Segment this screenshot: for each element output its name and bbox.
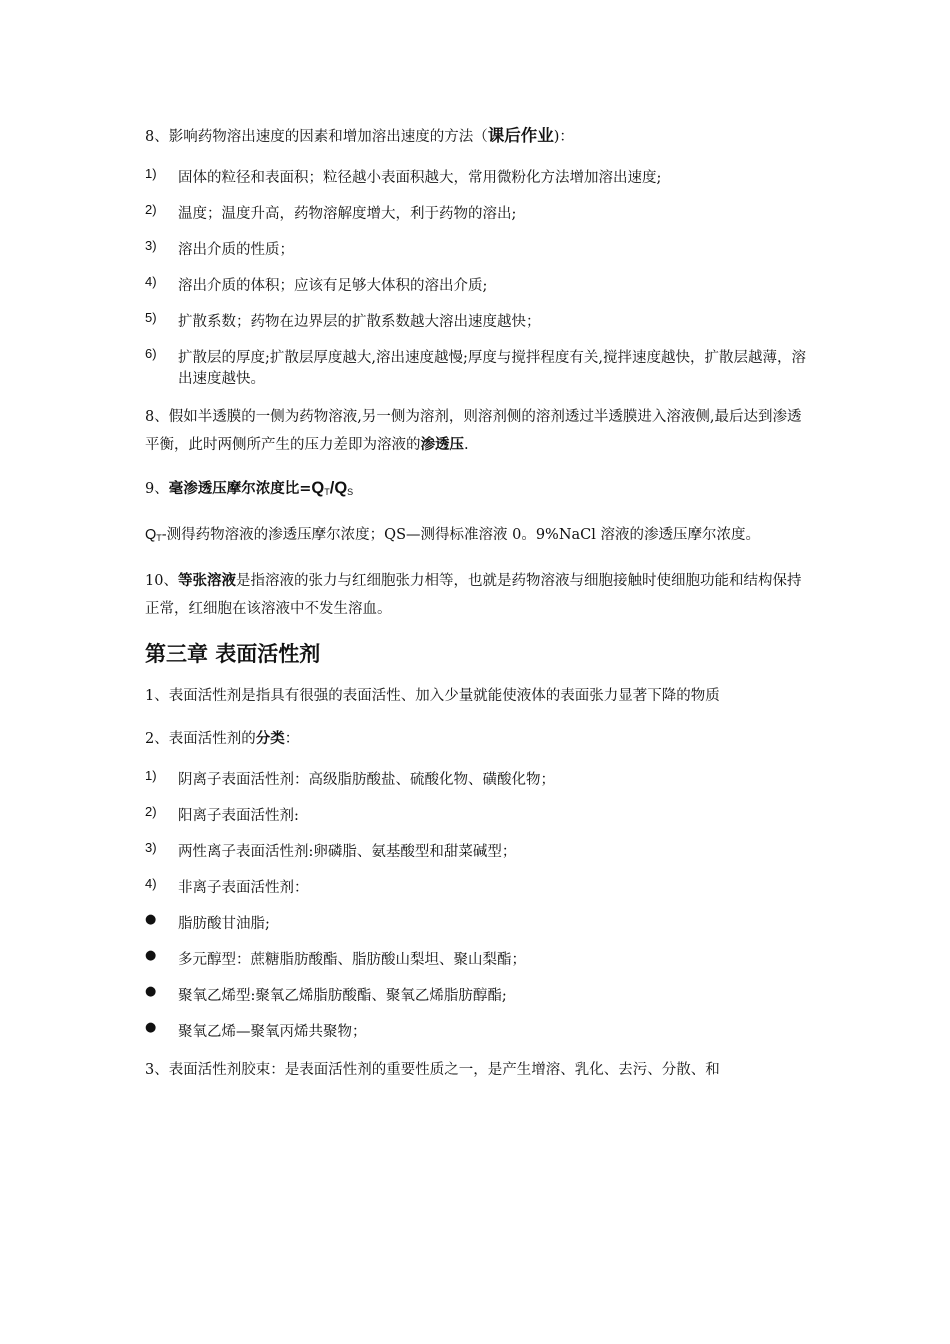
list-item: 1) 阴离子表面活性剂：高级脂肪酸盐、硫酸化物、磺酸化物； [145,768,555,788]
list-item: 3) 溶出介质的性质； [145,238,294,258]
list-item: 1) 固体的粒径和表面积；粒径越小表面积越大，常用微粉化方法增加溶出速度; [145,166,662,186]
osmolality-ratio-heading: 9、毫渗透压摩尔浓度比$=Q_T/Q_S$ [145,479,354,497]
classification-heading: 2、表面活性剂的分类： [145,731,300,747]
list-item: 5) 扩散系数；药物在边界层的扩散系数越大溶出速度越快； [145,310,541,330]
bullet-item: ● 多元醇型：蔗糖脂肪酸酯、脂肪酸山梨坦、聚山梨酯； [145,948,526,968]
chapter-title: 第三章 表面活性剂 [145,642,321,666]
list-item: 2) 温度；温度升高，药物溶解度增大，利于药物的溶出; [145,202,517,222]
list-item: 4) 溶出介质的体积；应该有足够大体积的溶出介质; [145,274,488,294]
osmotic-pressure-paragraph: 8、假如半透膜的一侧为药物溶液,另一侧为溶剂，则溶剂侧的溶剂透过半透膜进入溶液侧,最后达到渗透平衡，此时两侧所产生的压力差即为溶液的渗透压. [145,409,802,453]
bullet-icon: ● [145,912,157,927]
document-body [145,122,815,1099]
micelle-paragraph: 3、表面活性剂胶束：是表面活性剂的重要性质之一，是产生增溶、乳化、去污、分散、和 [145,1062,720,1078]
surfactant-definition: 1、表面活性剂是指具有很强的表面活性、加入少量就能使液体的表面张力显著下降的物质 [145,688,720,704]
section-heading-dissolution: 8、影响药物溶出速度的因素和增加溶出速度的方法（课后作业)： [145,126,574,145]
isotonic-paragraph: 10、等张溶液是指溶液的张力与红细胞张力相等，也就是药物溶液与细胞接触时使细胞功能和结构保持正常，红细胞在该溶液中不发生溶血。 [145,573,802,617]
bullet-item: ● 脂肪酸甘油脂; [145,912,270,932]
bullet-item: ● 聚氧乙烯型:聚氧乙烯脂肪酸酯、聚氧乙烯脂肪醇酯; [145,984,507,1004]
bullet-item: ● 聚氧乙烯—聚氧丙烯共聚物； [145,1020,367,1040]
list-item: 6) 扩散层的厚度;扩散层厚度越大,溶出速度越慢;厚度与搅拌程度有关,搅拌速度越快，扩散层越薄，溶出速度越快。 [145,346,806,387]
bullet-icon: ● [145,948,157,963]
list-item: 3) 两性离子表面活性剂:卵磷脂、氨基酸型和甜菜碱型； [145,840,517,860]
bullet-icon: ● [145,984,157,999]
bullet-icon: ● [145,1020,157,1035]
list-item: 2) 阳离子表面活性剂: [145,804,299,824]
list-item: 4) 非离子表面活性剂： [145,876,309,896]
osmolality-definition: $Q_T-$测得药物溶液的渗透压摩尔浓度；QS—测得标准溶液 0。9%NaCl 溶液的渗透压摩尔浓度。 [145,527,761,543]
